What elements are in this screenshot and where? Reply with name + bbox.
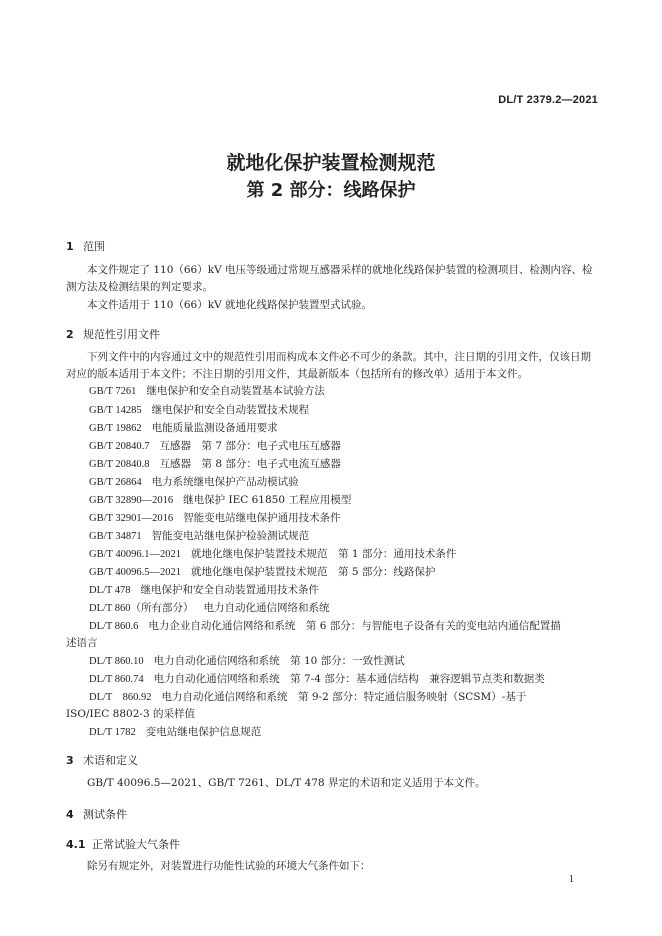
reference-item: GB/T 20840.7 互感器 第 7 部分：电子式电压互感器 xyxy=(89,440,341,452)
reference-item: GB/T 20840.8 互感器 第 8 部分：电子式电流互感器 xyxy=(89,458,341,470)
section-heading-4 xyxy=(66,806,127,822)
paragraph: 本文件适用于 110（66）kV 就地化线路保护装置型式试验。 xyxy=(87,299,373,311)
reference-item: GB/T 40096.5—2021 就地化继电保护装置技术规范 第 5 部分：线路保护 xyxy=(89,566,436,578)
reference-item: DL/T 860.6 电力企业自动化通信网络和系统 第 6 部分：与智能电子设备有关的变电站内通信配置描述语言 xyxy=(66,620,561,649)
reference-item: GB/T 32901—2016 智能变电站继电保护通用技术条件 xyxy=(89,512,341,524)
reference-item: DL/T 1782 变电站继电保护信息规范 xyxy=(89,726,262,738)
section-number: 1 xyxy=(66,240,74,253)
section-heading-3 xyxy=(66,752,138,768)
section-number: 3 xyxy=(66,754,74,767)
paragraph: 本文件规定了 110（66）kV 电压等级通过常规互感器采样的就地化线路保护装置的检测项目、检测内容、检测方法及检测结果的判定要求。 xyxy=(66,264,593,293)
reference-item: GB/T 26864 电力系统继电保护产品动模试验 xyxy=(89,476,299,488)
reference-item: GB/T 32890—2016 继电保护 IEC 61850 工程应用模型 xyxy=(89,494,352,506)
section-title: 测试条件 xyxy=(83,808,127,821)
reference-item: DL/T 478 继电保护和安全自动装置通用技术条件 xyxy=(89,584,320,596)
section-title: 范围 xyxy=(83,240,105,253)
reference-item: GB/T 14285 继电保护和安全自动装置技术规程 xyxy=(89,404,310,416)
reference-item: DL/T 860.10 电力自动化通信网络和系统 第 10 部分：一致性测试 xyxy=(89,655,405,667)
document-code: DL/T 2379.2—2021 xyxy=(498,94,598,106)
section-heading-1 xyxy=(66,238,105,254)
section-number: 2 xyxy=(66,328,74,341)
section-title: 规范性引用文件 xyxy=(83,328,160,341)
reference-item: DL/T 860（所有部分） 电力自动化通信网络和系统 xyxy=(89,602,330,614)
section-title: 正常试验大气条件 xyxy=(92,838,180,851)
reference-item: GB/T 19862 电能质量监测设备通用要求 xyxy=(89,422,278,434)
section-title: 术语和定义 xyxy=(83,754,138,767)
document-title: 就地化保护装置检测规范 xyxy=(226,152,436,174)
document-subtitle: 第 2 部分：线路保护 xyxy=(246,180,416,201)
paragraph: 下列文件中的内容通过文中的规范性引用而构成本文件必不可少的条款。其中，注日期的引用文件，仅该日期对应的版本适用于本文件；不注日期的引用文件，其最新版本（包括所有的修改单）适用于本文件。 xyxy=(66,351,591,380)
section-number: 4.1 xyxy=(66,838,86,851)
reference-item: DL/T 860.74 电力自动化通信网络和系统 第 7-4 部分：基本通信结构 兼容逻辑节点类和数据类 xyxy=(89,673,545,685)
reference-item: GB/T 40096.1—2021 就地化继电保护装置技术规范 第 1 部分：通用技术条件 xyxy=(89,548,457,560)
paragraph: 除另有规定外，对装置进行功能性试验的环境大气条件如下： xyxy=(87,860,371,872)
paragraph: GB/T 40096.5—2021、GB/T 7261、DL/T 478 界定的术语和定义适用于本文件。 xyxy=(87,777,486,789)
subsection-heading-4-1 xyxy=(66,836,180,852)
section-heading-2 xyxy=(66,326,160,342)
reference-item: GB/T 34871 智能变电站继电保护检验测试规范 xyxy=(89,530,310,542)
reference-item: GB/T 7261 继电保护和安全自动装置基本试验方法 xyxy=(89,385,325,397)
section-number: 4 xyxy=(66,808,74,821)
page-number: 1 xyxy=(568,874,574,885)
reference-item: DL/T 860.92 电力自动化通信网络和系统 第 9-2 部分：特定通信服务映射（SCSM）-基于 ISO/IEC 8802-3 的采样值 xyxy=(66,691,527,720)
